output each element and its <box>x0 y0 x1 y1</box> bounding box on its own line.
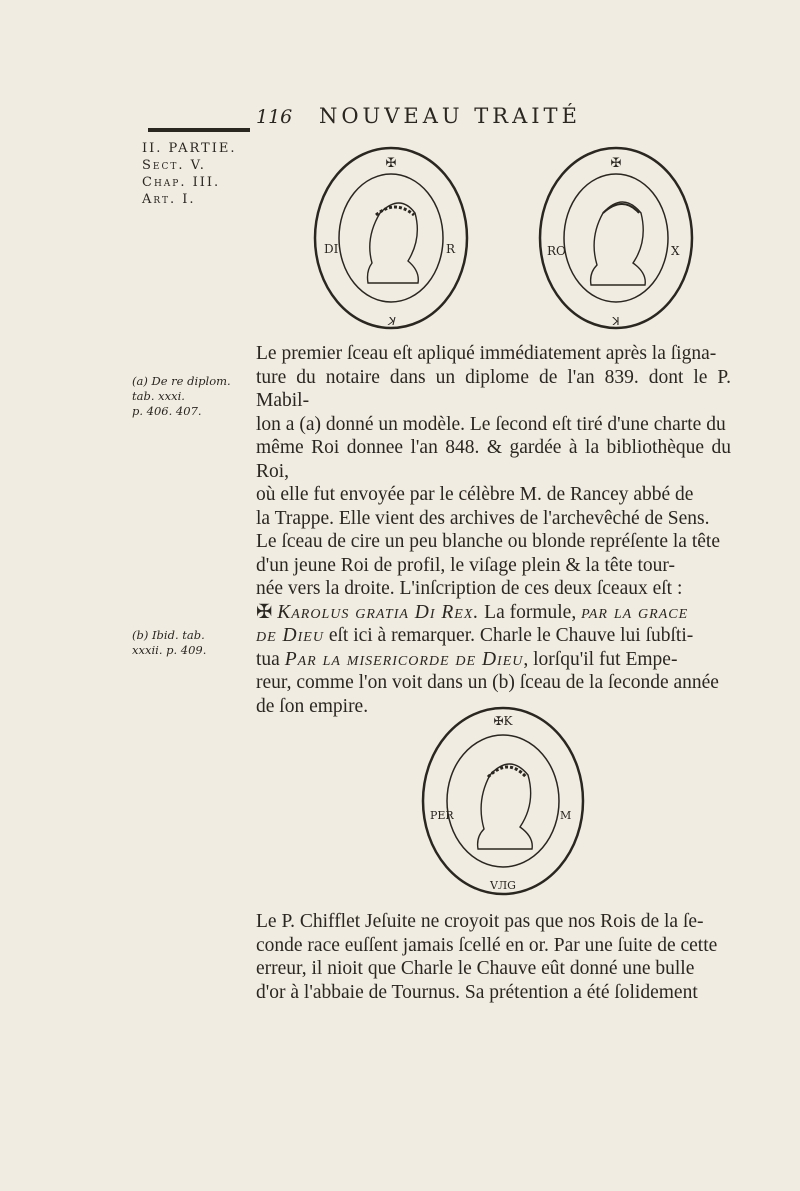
svg-text:M: M <box>560 809 572 822</box>
seal-left <box>310 143 472 333</box>
sect-label: Sect. V. <box>142 158 206 173</box>
seal-legend: Karolus gratia Di Rex. <box>277 601 480 623</box>
margin-note-a: (a) De re diplom. tab. xxxi. p. 406. 407. <box>132 374 231 418</box>
art-label: Art. I. <box>142 192 196 207</box>
paragraph-2: Le P. Chifflet Jeſuite ne croyoit pas que nos Rois de la ſe- conde race euſſent jamais ſcellé en or. Par une ſuite de cette erreur, il nioit que Charle le Chauve eût donné une bulle d'or à l'abbaie de Tournus. Sa prétention a été ſolidement <box>256 911 718 1003</box>
svg-text:X: X <box>671 244 680 258</box>
svg-text:✠: ✠ <box>385 156 397 171</box>
svg-text:ꓘ: ꓘ <box>387 315 395 328</box>
margin-note-b: (b) Ibid. tab. xxxii. p. 409. <box>132 628 207 657</box>
seal-right <box>535 143 697 333</box>
svg-text:DI: DI <box>324 242 339 256</box>
running-header <box>256 104 676 128</box>
svg-text:R: R <box>446 242 456 256</box>
svg-text:✠: ✠ <box>610 156 622 171</box>
partie-label: II. PARTIE. <box>142 141 237 156</box>
section-marker <box>142 140 236 208</box>
running-title: NOUVEAU TRAITÉ <box>318 104 581 128</box>
svg-text:RO: RO <box>547 244 566 258</box>
svg-text:ꓘ: ꓘ <box>612 315 620 328</box>
header-rule <box>148 128 250 132</box>
svg-text:PER: PER <box>430 809 454 822</box>
svg-text:✠K: ✠K <box>493 714 513 728</box>
seal-center <box>418 703 588 899</box>
cross-icon: ✠ <box>256 601 273 623</box>
paragraph-1: Le premier ſceau eſt apliqué immédiatement après la ſigna- ture du notaire dans un diplome de l'an 839. dont le P. Mabil- lon a (a) donné un modèle. Le ſecond eſt tiré d'une charte du même Roi donnee l'an 848. & gardée à la bibliothèque du Roi, où elle fut envoyée par le célèbre M. de Rancey abbé de la Trappe. Elle vient des archives de l'archevêché de Sens. Le ſceau de cire un peu blanche ou blonde repréſente la tête d'un jeune Roi de profil, le viſage plein & la tête tour- née vers la droite. L'inſcription de ces deux ſceaux eſt : ✠ Karolus gratia Di Rex. La formule, par la grace de Dieu eſt ici à remarquer. Charle le Chauve lui ſubſti- tua Par la misericorde de Dieu, lorſqu'il fut Empe- reur, comme l'on voit dans un (b) ſceau de la ſeconde année de ſon empire. <box>256 343 731 717</box>
chap-label: Chap. III. <box>142 175 221 190</box>
page-number: 116 <box>256 106 293 128</box>
svg-text:VЛG: VЛG <box>490 879 516 892</box>
